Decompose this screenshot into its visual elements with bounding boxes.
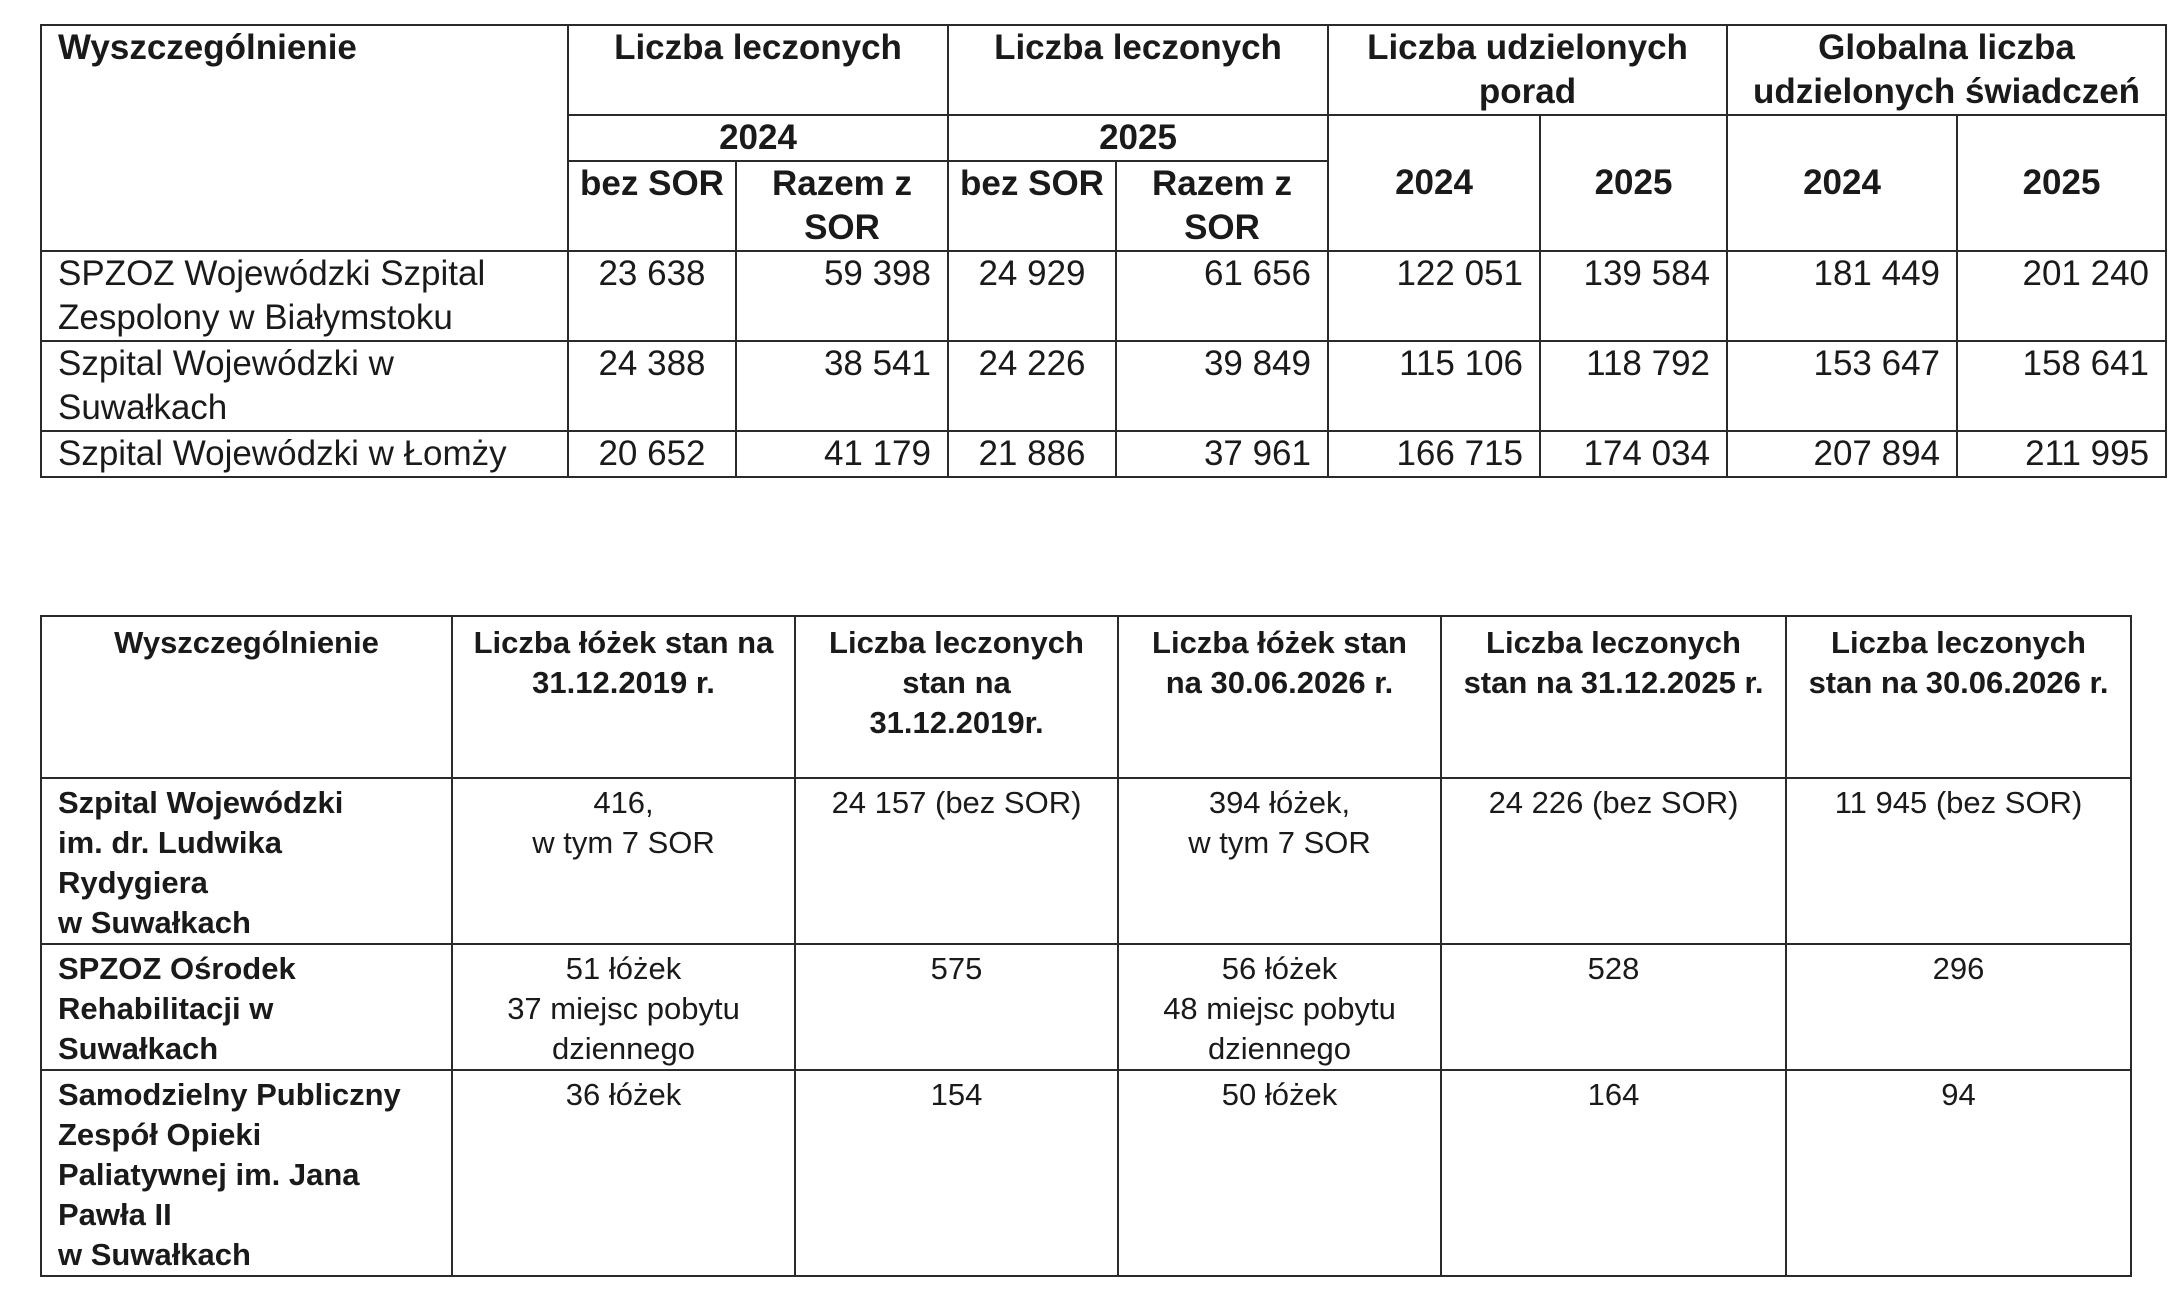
cell-value: 20 652 (568, 431, 736, 477)
cell-value: 37 961 (1116, 431, 1328, 477)
header-beds-2019: Liczba łóżek stan na 31.12.2019 r. (452, 616, 795, 778)
cell-value: 24 388 (568, 341, 736, 431)
cell-value: 59 398 (736, 251, 948, 341)
cell-value: 24 226 (bez SOR) (1441, 778, 1786, 944)
header-2024-with-sor: Razem z SOR (736, 161, 948, 251)
header-treated-2019: Liczba leczonych stan na 31.12.2019r. (795, 616, 1118, 778)
cell-value: 164 (1441, 1070, 1786, 1276)
cell-value: 50 łóżek (1118, 1070, 1441, 1276)
cell-value: 296 (1786, 944, 2131, 1070)
cell-value: 39 849 (1116, 341, 1328, 431)
cell-value: 416, w tym 7 SOR (452, 778, 795, 944)
cell-value: 575 (795, 944, 1118, 1070)
cell-value: 23 638 (568, 251, 736, 341)
table-row (41, 341, 2166, 431)
cell-value: 207 894 (1727, 431, 1957, 477)
header-2024-without-sor: bez SOR (568, 161, 736, 251)
cell-value: 153 647 (1727, 341, 1957, 431)
cell-value: 11 945 (bez SOR) (1786, 778, 2131, 944)
beds-and-patients-table (40, 615, 2132, 1277)
header-consultations-2024: 2024 (1328, 115, 1540, 251)
cell-value: 61 656 (1116, 251, 1328, 341)
header-services-2025: 2025 (1957, 115, 2166, 251)
table-row (41, 431, 2166, 477)
header-treated-2025-group: Liczba leczonych (948, 25, 1328, 115)
hospital-statistics-table (40, 24, 2167, 478)
cell-value: 24 226 (948, 341, 1116, 431)
table-row (41, 944, 2131, 1070)
cell-value: 174 034 (1540, 431, 1727, 477)
cell-value: 528 (1441, 944, 1786, 1070)
row-name: Samodzielny Publiczny Zespół Opieki Paliatywnej im. Jana Pawła II w Suwałkach (41, 1070, 452, 1276)
cell-value: 139 584 (1540, 251, 1727, 341)
cell-value: 118 792 (1540, 341, 1727, 431)
row-name: Szpital Wojewódzki im. dr. Ludwika Rydygiera w Suwałkach (41, 778, 452, 944)
cell-value: 166 715 (1328, 431, 1540, 477)
header-2025-without-sor: bez SOR (948, 161, 1116, 251)
header-2025-with-sor: Razem z SOR (1116, 161, 1328, 251)
header-treated-2026: Liczba leczonych stan na 30.06.2026 r. (1786, 616, 2131, 778)
header-year-2025: 2025 (948, 115, 1328, 161)
cell-value: 158 641 (1957, 341, 2166, 431)
row-name: SPZOZ Ośrodek Rehabilitacji w Suwałkach (41, 944, 452, 1070)
table-row (41, 778, 2131, 944)
cell-value: 56 łóżek 48 miejsc pobytu dziennego (1118, 944, 1441, 1070)
header-consultations-2025: 2025 (1540, 115, 1727, 251)
table-row (41, 1070, 2131, 1276)
header-services-group: Globalna liczba udzielonych świadczeń (1727, 25, 2166, 115)
cell-value: 154 (795, 1070, 1118, 1276)
row-name: Szpital Wojewódzki w Łomży (41, 431, 568, 477)
table-row (41, 251, 2166, 341)
cell-value: 24 929 (948, 251, 1116, 341)
cell-value: 181 449 (1727, 251, 1957, 341)
cell-value: 115 106 (1328, 341, 1540, 431)
cell-value: 24 157 (bez SOR) (795, 778, 1118, 944)
header-consultations-group: Liczba udzielonych porad (1328, 25, 1727, 115)
cell-value: 211 995 (1957, 431, 2166, 477)
cell-value: 51 łóżek 37 miejsc pobytu dziennego (452, 944, 795, 1070)
cell-value: 122 051 (1328, 251, 1540, 341)
header-item: Wyszczególnienie (41, 616, 452, 778)
header-beds-2026: Liczba łóżek stan na 30.06.2026 r. (1118, 616, 1441, 778)
header-services-2024: 2024 (1727, 115, 1957, 251)
row-name: Szpital Wojewódzki w Suwałkach (41, 341, 568, 431)
header-item: Wyszczególnienie (41, 25, 568, 251)
cell-value: 21 886 (948, 431, 1116, 477)
row-name: SPZOZ Wojewódzki Szpital Zespolony w Białymstoku (41, 251, 568, 341)
cell-value: 94 (1786, 1070, 2131, 1276)
cell-value: 38 541 (736, 341, 948, 431)
header-treated-2025: Liczba leczonych stan na 31.12.2025 r. (1441, 616, 1786, 778)
cell-value: 394 łóżek, w tym 7 SOR (1118, 778, 1441, 944)
cell-value: 41 179 (736, 431, 948, 477)
header-year-2024: 2024 (568, 115, 948, 161)
cell-value: 36 łóżek (452, 1070, 795, 1276)
header-treated-2024-group: Liczba leczonych (568, 25, 948, 115)
cell-value: 201 240 (1957, 251, 2166, 341)
